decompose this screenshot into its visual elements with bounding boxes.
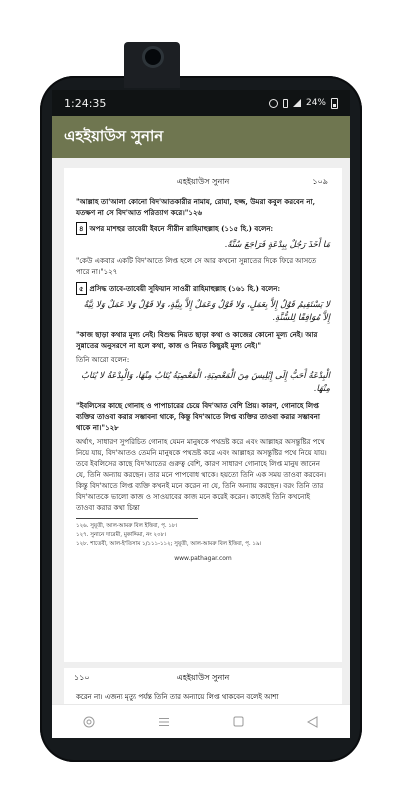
arabic-quote-1: مَا أَخَذَ رَجُلٌ بِبِدْعَةٍ فَرَاجَعَ سُنَّةً. xyxy=(224,240,330,250)
circle-target-icon xyxy=(83,716,95,728)
vibrate-icon xyxy=(283,99,288,108)
paragraph-8: অর্থাৎ, সাধারণ সুপরিচিত গোনাহ যেমন মানুষকে পথভ্রষ্ট করে এবং আল্লাহর অসন্তুষ্টির পথে নিয়ে যায়, বিদ'আতও তেমনি মানুষকে পথভ্রষ্ট করে এবং আল্লাহর অসন্তুষ্টির পথে নিয়ে যায়। তবে ইবলিসের কাছে বিদ'আতের গুরুত্ব বেশি, কারণ সাধারণ গোনাহে লিপ্ত মানুষ জানেন যে, তিনি অন্যায় করছেন। তার মনে পাপবোধ থাকে। হয়তো তিনি এক সময় তাওবা করবেন। কিন্তু বিদ'আতে লিপ্ত ব্যক্তি কখনই মনে করেন না যে, তিনি অন্যায় করছেন। বরং তিনি তার বিদ'আতকে ভালো কাজ ও সাওয়াবের কাজ মনে করেই করেন। কাজেই তিনি কখনোই তাওবা করার কথা চিন্তা xyxy=(76,438,327,512)
item-number-box: ৪ xyxy=(76,222,87,235)
nav-back-button[interactable] xyxy=(293,707,333,737)
footnote: ১২৮. শাতেবী, আল-ই'তিসাম ১/১১১-১১২; সুয়ূতী, আল-আমরু বিল ইত্তিবা, পৃ. ১৯। xyxy=(76,541,262,547)
arabic-quote-2: لا يَسْتَقِيمُ قَوْلٌ إِلاَّ بِعَمَلٍ، وَلا قَوْلٌ وَعَمَلٌ إِلاَّ بِنِيَّةٍ، وَلا قَوْلٌ وَلا عَمَلٌ وَلا نِيَّةٌ إِلاَّ مُوَافِقًا لِلسُّنَّةِ. xyxy=(83,300,330,323)
app-bar xyxy=(52,116,350,158)
status-time: 1:24:35 xyxy=(64,96,107,110)
system-nav-bar xyxy=(52,704,350,738)
page-header-title: এহইয়াউস সুনান xyxy=(176,177,230,186)
paragraph-4 xyxy=(76,282,330,295)
arabic-quote-3: الْبِدْعَةُ أَحَبُّ إِلَى إِبْلِيسَ مِنَ الْمَعْصِيَةِ، الْمَعْصِيَةُ يُتَابُ مِنْهَا، وَالْبِدْعَةُ لا يُتَابُ مِنْهَا. xyxy=(81,371,330,394)
footnote-divider xyxy=(76,518,198,519)
next-page xyxy=(64,668,342,704)
page-number: ১০৯ xyxy=(312,177,328,186)
alarm-icon xyxy=(269,99,278,108)
next-page-header-title: এহইয়াউস সুনান xyxy=(176,673,230,682)
battery-icon xyxy=(331,98,338,109)
page-header xyxy=(76,176,330,189)
menu-icon xyxy=(158,717,170,727)
nav-home-button[interactable] xyxy=(218,707,258,737)
status-bar xyxy=(52,90,350,116)
paragraph-5: "কাজ ছাড়া কথার মূল্য নেই। বিশুদ্ধ নিয়ত ছাড়া কথা ও কাজের কোনো মূল্য নেই। আর সুন্নাতের অনুসরণে না হলে কথা, কাজ ও নিয়ত কিছুরই মূল্য নেই।" xyxy=(76,330,318,350)
status-icons xyxy=(269,98,338,109)
source-website: www.pathagar.com xyxy=(174,555,232,562)
square-icon xyxy=(233,716,244,727)
next-page-header xyxy=(76,672,330,685)
paragraph-7: "ইবলিসের কাছে গোনাহ ও পাপাচারের চেয়ে বিদ'আত বেশি প্রিয়। কারণ, গোনাহে লিপ্ত ব্যক্তির তাওবা করার সম্ভাবনা থাকে, কিন্তু বিদ'আতে লিপ্ত ব্যক্তির তাওবা করার সম্ভাবনা থাকে না।"১২৮ xyxy=(76,401,320,432)
paragraph-3: "কেউ একবার একটি বিদ'আতে লিপ্ত হলে সে আর কখনো সুন্নাতের দিকে ফিরে আসতে পারে না।"১২৭ xyxy=(76,257,317,276)
next-page-number: ১১০ xyxy=(74,673,90,682)
app-title: এহইয়াউস সুনান xyxy=(64,126,164,145)
book-page xyxy=(64,168,342,662)
paragraph-4-text: প্রসিদ্ধ তাবে-তাবেয়ী সুফিয়ান সাওরী রাহিমাহুল্লাহ (১৬১ হি.) বলেন: xyxy=(89,284,281,293)
footnote: ১২৭. সুনানে দারেমী, মুকাদ্দিমা, নং ২০৮। xyxy=(76,532,167,538)
screen xyxy=(52,90,350,738)
paragraph-2 xyxy=(76,222,330,235)
paragraph-1: "আল্লাহ তা'আলা কোনো বিদ'আতকারীর নামায, রোযা, হজ্জ, উমরা কবুল করবেন না, যতক্ষণ না সে বিদ'আত পরিত্যাগ করে।"১২৬ xyxy=(76,197,316,217)
camera-lens-icon xyxy=(142,46,164,68)
paragraph-2-text: অপর মাশহুর তাবেয়ী ইবনে সীরীন রাহিমাহুল্লাহ (১১৫ হি.) বলেন: xyxy=(89,224,274,233)
signal-icon xyxy=(293,99,301,107)
paragraph-6: তিনি আরো বলেন: xyxy=(76,356,130,364)
page-viewer[interactable] xyxy=(52,158,350,704)
nav-assist-button[interactable] xyxy=(69,707,109,737)
triangle-back-icon xyxy=(307,716,318,728)
footnote: ১২৬. সুয়ূতী, আল-আমরু বিল ইত্তিবা, পৃ. ১৮। xyxy=(76,523,178,529)
next-page-line: করেন না। এজন্য মৃত্যু পর্যন্ত তিনি তার অন্যায়ে লিপ্ত থাকবেন বলেই আশা xyxy=(76,693,279,701)
item-number-box: ৫ xyxy=(76,282,87,295)
battery-percent: 24% xyxy=(305,98,326,108)
nav-recent-button[interactable] xyxy=(144,707,184,737)
